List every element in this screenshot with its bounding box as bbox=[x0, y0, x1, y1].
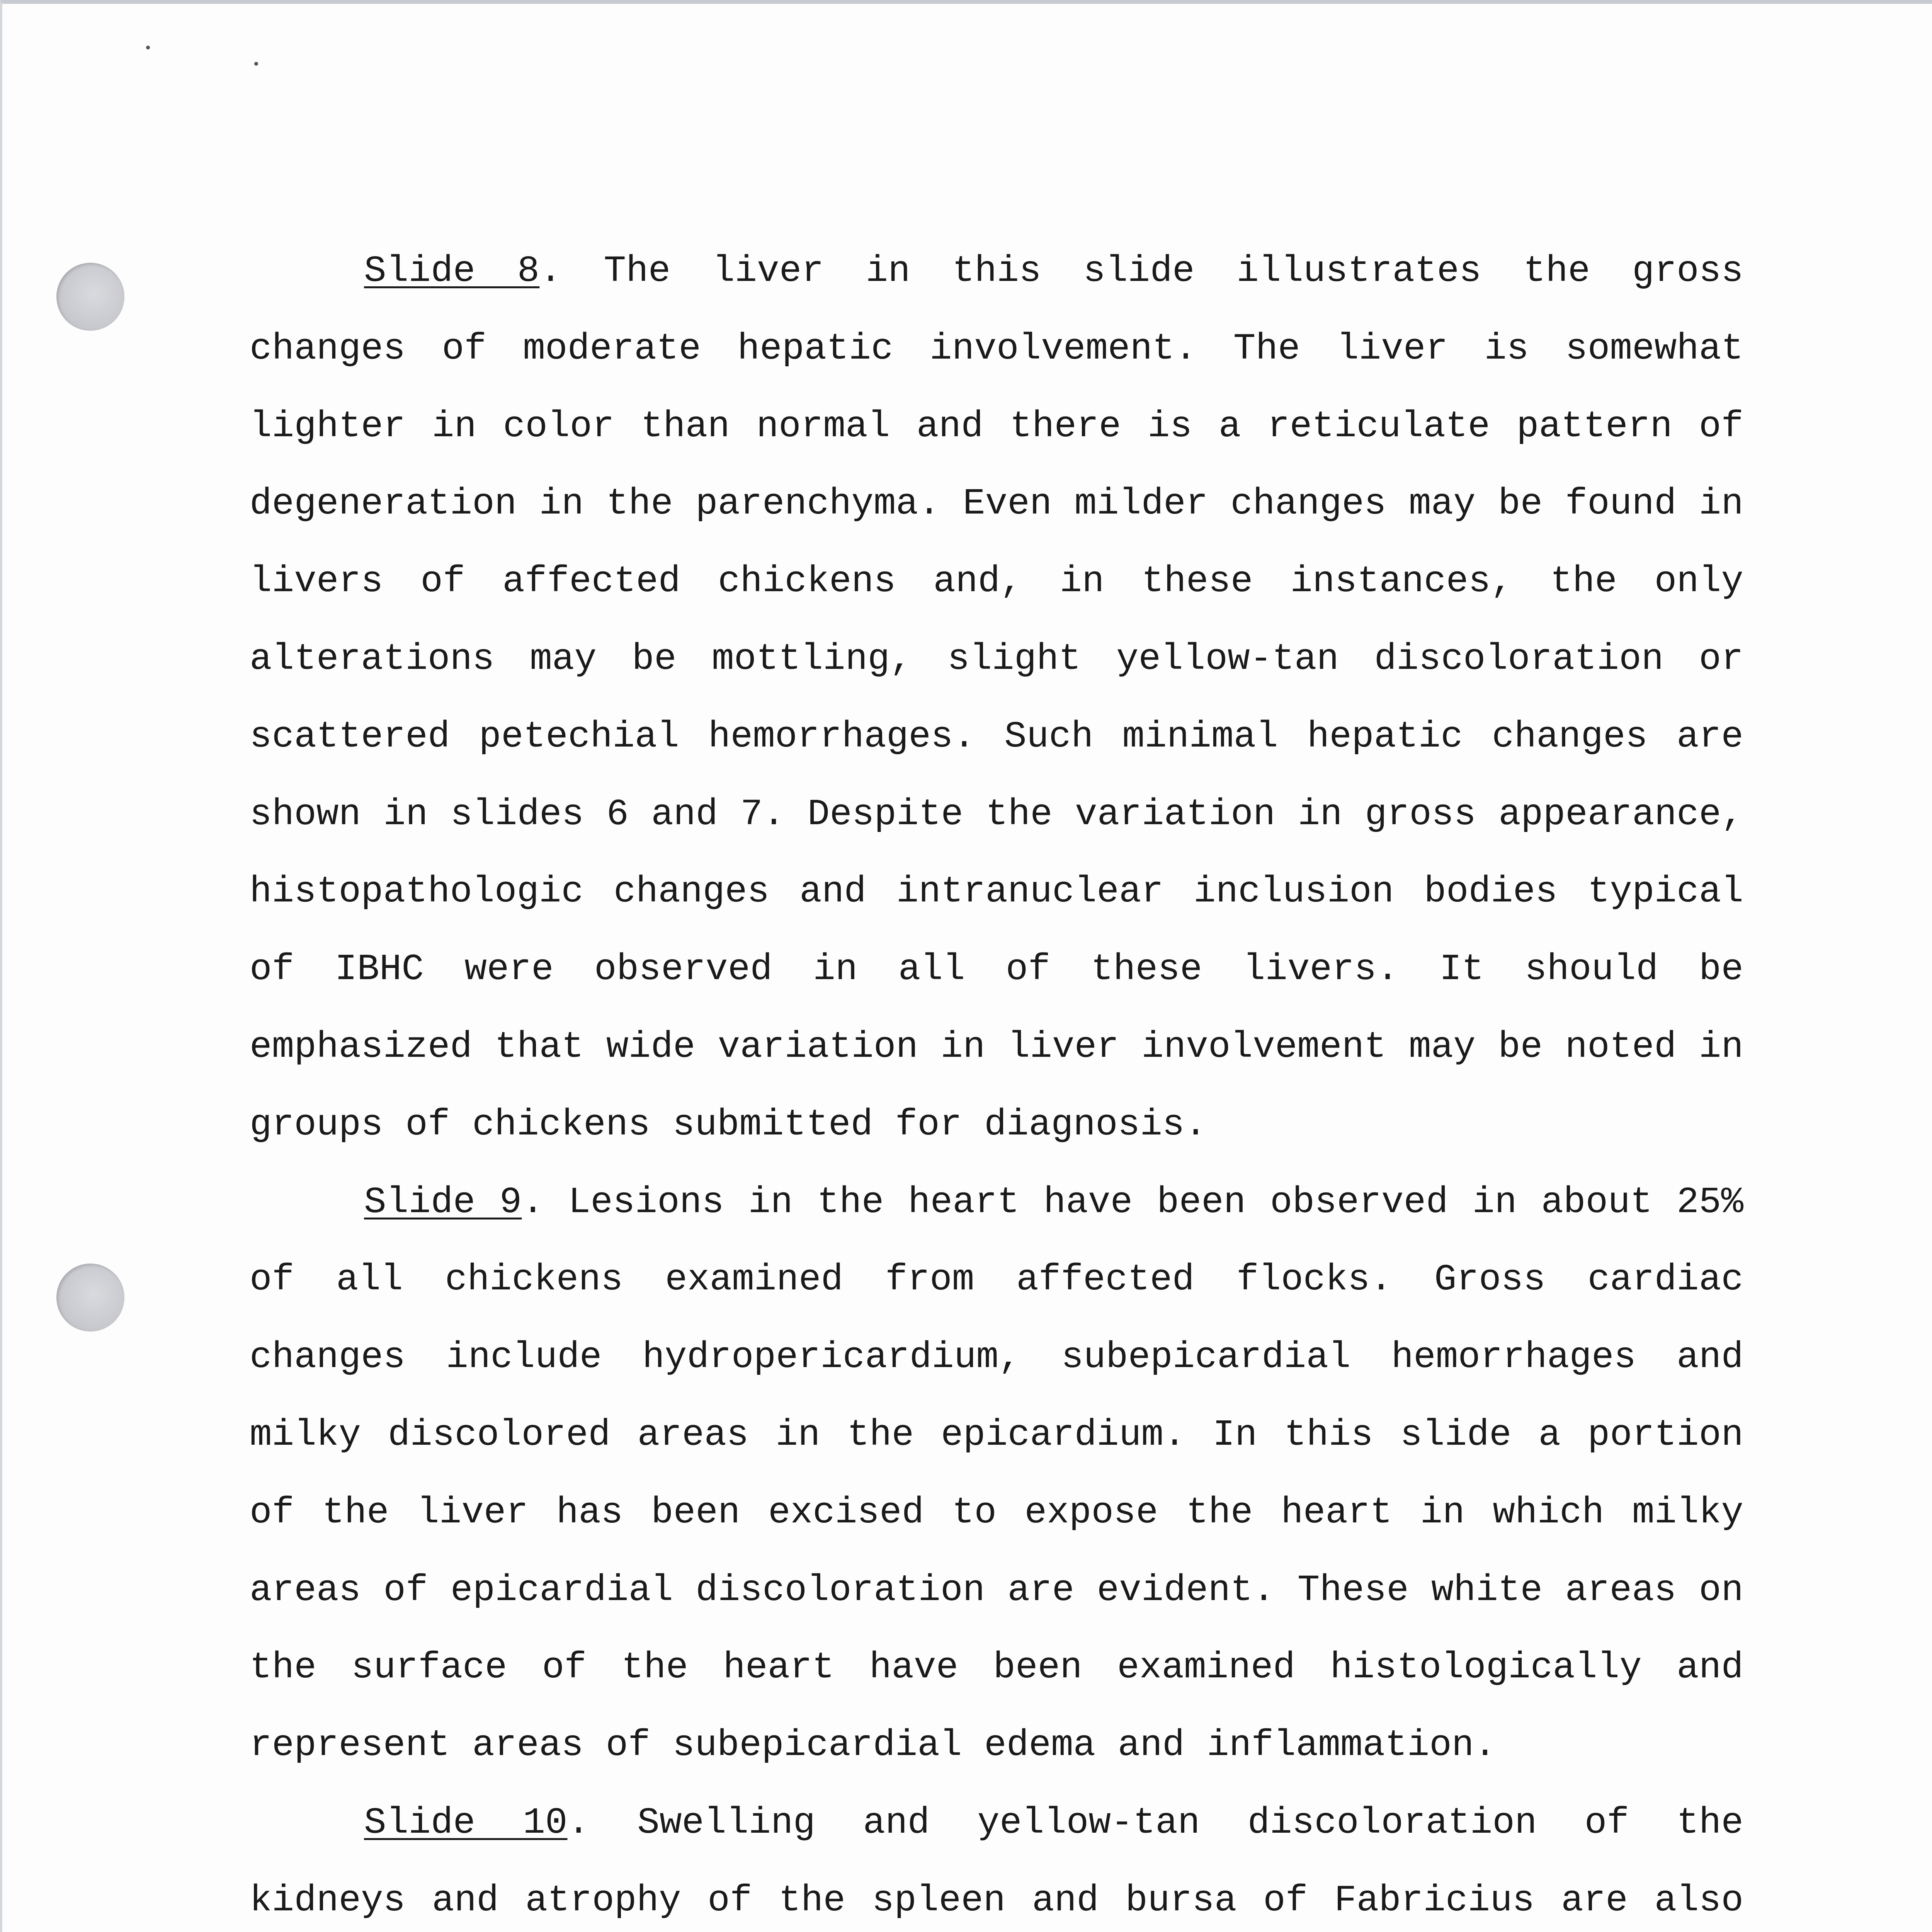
slide-label: Slide 8 bbox=[364, 250, 540, 292]
paragraph-slide-10 bbox=[250, 1784, 1743, 1932]
slide-label: Slide 10 bbox=[364, 1801, 568, 1844]
paragraph-text: . Lesions in the heart have been observed in about 25% of all chickens examined from affected flocks. Gross cardiac changes include hydropericardium, subepicardial hemorrhages and milky discolored areas in the epicardium. In this slide a portion of the liver has been excised to expose the heart in which milky areas of epicardial discoloration are evident. These white areas on the surface of the heart have been examined histologically and represent areas of subepicardial edema and inflammation. bbox=[250, 1181, 1744, 1767]
slide-label: Slide 9 bbox=[364, 1181, 522, 1223]
paragraph-slide-8 bbox=[250, 233, 1743, 1164]
punch-hole bbox=[56, 1264, 124, 1332]
document-body bbox=[250, 233, 1743, 1932]
paragraph-slide-9 bbox=[250, 1164, 1743, 1784]
punch-hole bbox=[56, 263, 124, 331]
paragraph-text: . Swelling and yellow-tan discoloration of the kidneys and atrophy of the spleen and bursa of Fabricius are also bbox=[250, 1801, 1744, 1922]
paragraph-text: . The liver in this slide illustrates the gross changes of moderate hepatic involvement. The liver is somewhat lighter in color than normal and there is a reticulate pattern of degeneration in the parenchyma. Even milder changes may be found in livers of affected chickens and, in these instances, the only alterations may be mottling, slight yellow-tan discoloration or scattered petechial hemorrhages. Such minimal hepatic changes are shown in slides 6 and 7. Despite the variation in gross appearance, histopathologic changes and intranuclear inclusion bodies typical of IBHC were observed in all of these livers. It should be emphasized that wide variation in liver involvement may be noted in groups of chickens submitted for diagnosis. bbox=[250, 250, 1744, 1146]
scan-speck bbox=[254, 62, 258, 66]
scan-speck bbox=[146, 46, 150, 49]
